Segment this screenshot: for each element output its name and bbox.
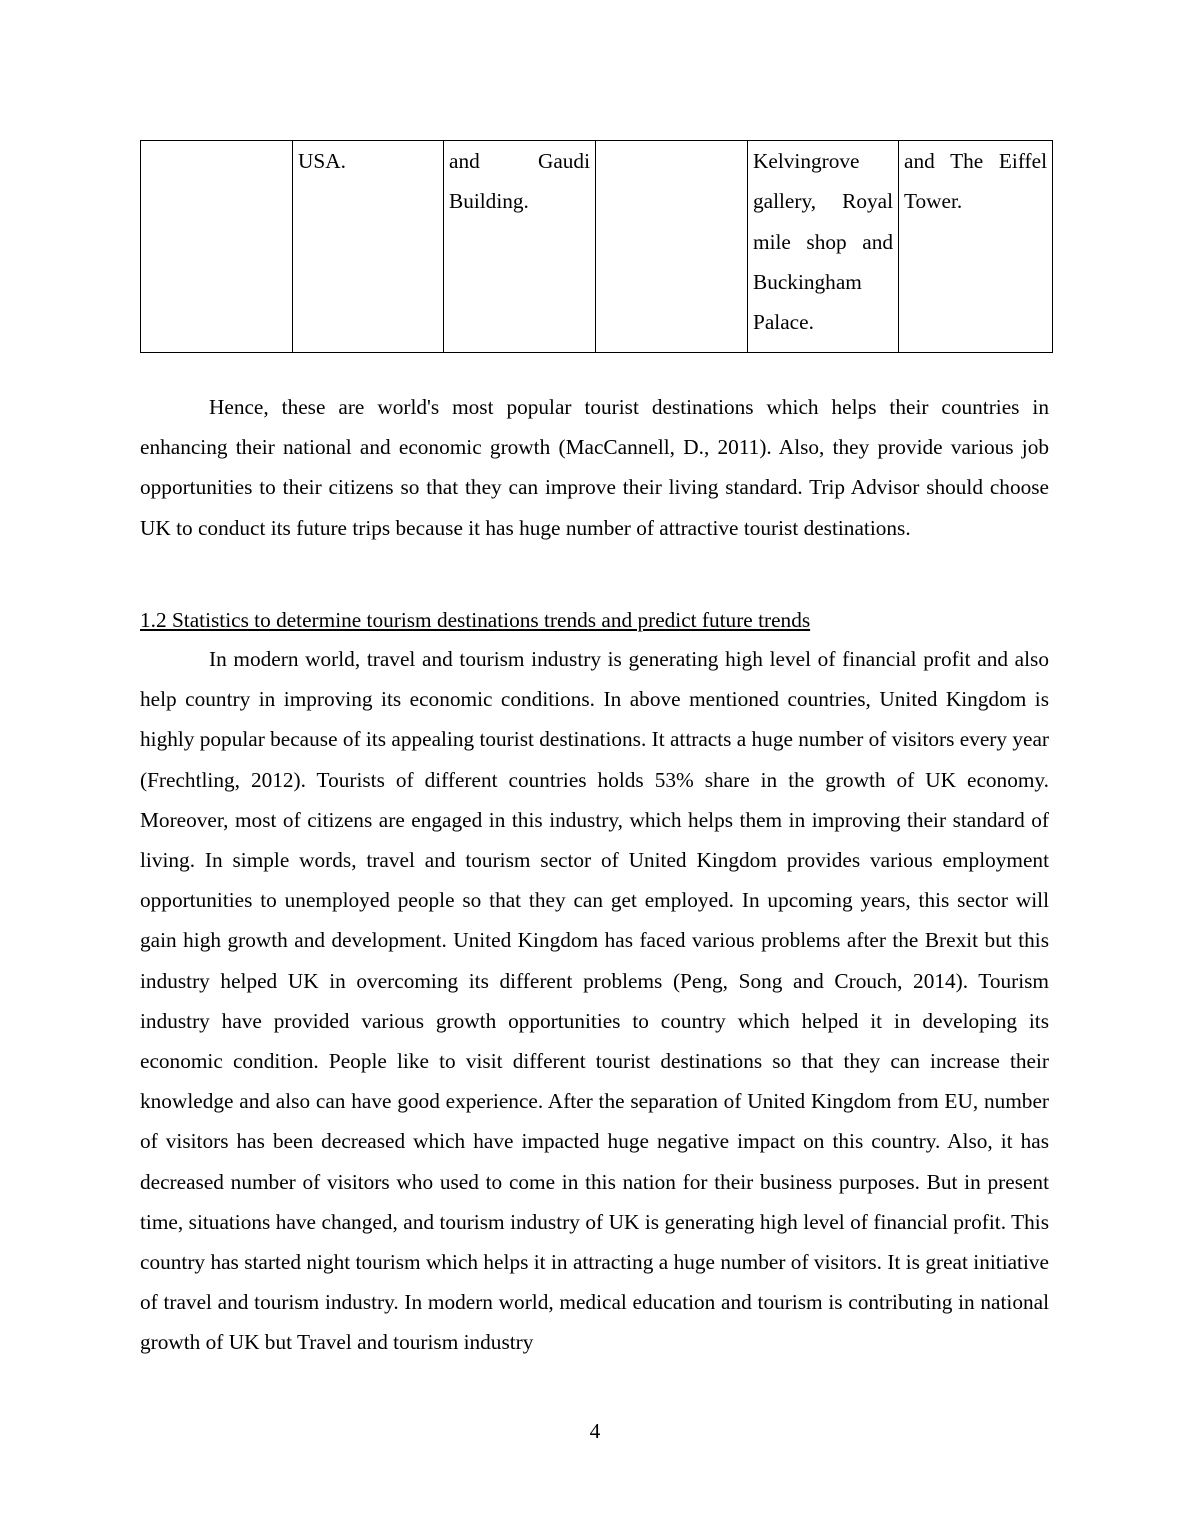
paragraph-statistics: In modern world, travel and tourism industry is generating high level of financial profit and also help country in improving its economic conditions. In above mentioned countries, United Kingdom is highly popular because of its appealing tourist destinations. It attracts a huge number of visitors every year (Frechtling, 2012). Tourists of different countries holds 53% share in the growth of UK economy. Moreover, most of citizens are engaged in this industry, which helps them in improving their standard of living. In simple words, travel and tourism sector of United Kingdom provides various employment opportunities to unemployed people so that they can get employed. In upcoming years, this sector will gain high growth and development. United Kingdom has faced various problems after the Brexit but this industry helped UK in overcoming its different problems (Peng, Song and Crouch, 2014). Tourism industry have provided various growth opportunities to country which helped it in developing its economic condition. People like to visit different tourist destinations so that they can increase their knowledge and also can have good experience. After the separation of United Kingdom from EU, number of visitors has been decreased which have impacted huge negative impact on this country. Also, it has decreased number of visitors who used to come in this nation for their business purposes. But in present time, situations have changed, and tourism industry of UK is generating high level of financial profit. This country has started night tourism which helps it in attracting a huge number of visitors. It is great initiative of travel and tourism industry. In modern world, medical education and tourism is contributing in national growth of UK but Travel and tourism industry — [140, 647, 1050, 1355]
cell-line: Building. — [449, 189, 529, 214]
cell-line: gallery, Royal — [753, 189, 893, 214]
cell-line: Tower. — [904, 189, 963, 214]
cell-line: and Gaudi — [449, 149, 590, 173]
page-number: 4 — [589, 1419, 601, 1443]
cell-line: Buckingham — [753, 269, 862, 294]
table-cell — [899, 141, 1053, 353]
table-cell-empty — [141, 141, 293, 353]
cell-line: Palace. — [753, 310, 814, 335]
cell-line: and The Eiffel — [904, 149, 1047, 173]
table-row — [141, 141, 1053, 353]
cell-line: USA. — [298, 149, 346, 173]
paragraph-conclusion: Hence, these are world's most popular tourist destinations which helps their countries in enhancing their national and economic growth (MacCannell, D., 2011). Also, they provide various job opportunities to their citizens so that they can improve their living standard. Trip Advisor should choose UK to conduct its future trips because it has huge number of attractive tourist destinations. — [140, 395, 1049, 540]
section-heading: 1.2 Statistics to determine tourism destinations trends and predict future trends — [140, 608, 811, 632]
table-cell — [293, 141, 444, 353]
table-cell — [748, 141, 899, 353]
cell-line: Kelvingrove — [753, 149, 860, 173]
cell-line: mile shop and — [753, 229, 893, 254]
continued-table — [140, 140, 1053, 353]
table-cell-empty — [596, 141, 748, 353]
table-cell — [444, 141, 596, 353]
